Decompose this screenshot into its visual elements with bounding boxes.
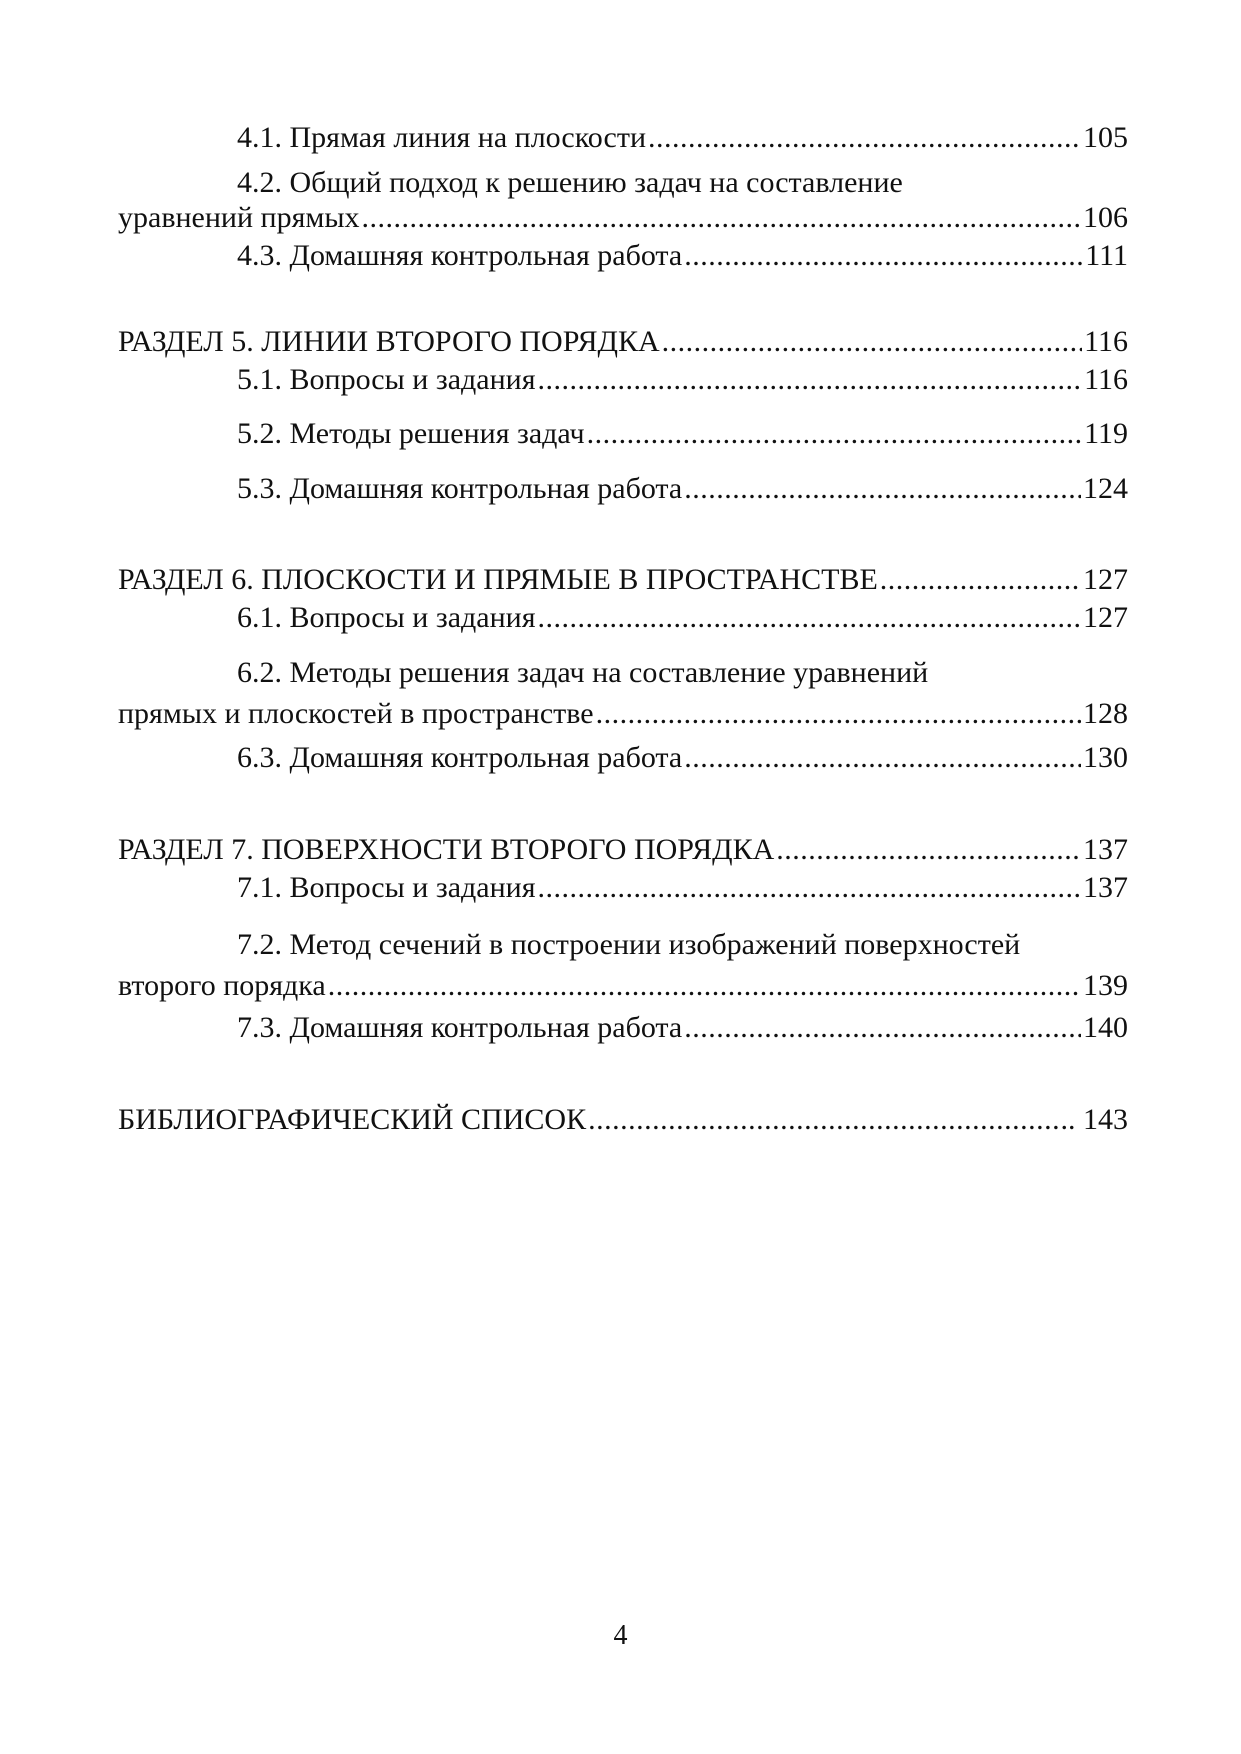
dot-leader — [362, 198, 1081, 238]
dot-leader — [684, 236, 1083, 276]
dot-leader — [684, 1008, 1081, 1048]
toc-entry-page: 137 — [1083, 833, 1128, 866]
dot-leader — [880, 560, 1081, 600]
toc-entry-6-2 — [118, 694, 1128, 734]
toc-bibliography — [118, 1100, 1128, 1140]
dot-leader — [538, 868, 1082, 908]
toc-entry-title: второго порядка — [118, 969, 326, 1002]
dot-leader — [587, 414, 1082, 454]
toc-entry-5-2 — [237, 414, 1128, 454]
toc-section-5 — [118, 322, 1128, 362]
toc-entry-page: 105 — [1083, 121, 1128, 154]
toc-entry-5-3 — [237, 469, 1128, 509]
toc-entry-4-3 — [237, 236, 1128, 276]
toc-entry-page: 116 — [1084, 363, 1128, 396]
dot-leader — [684, 469, 1081, 509]
toc-entry-title: 5.1. Вопросы и задания — [237, 363, 536, 396]
toc-entry-page: 127 — [1083, 601, 1128, 634]
toc-entry-page: 124 — [1083, 472, 1128, 505]
toc-entry-page: 140 — [1083, 1011, 1128, 1044]
toc-entry-page: 116 — [1084, 325, 1128, 358]
toc-entry-7-3 — [237, 1008, 1128, 1048]
toc-section-7 — [118, 830, 1128, 870]
toc-entry-page: 119 — [1084, 417, 1128, 450]
dot-leader — [328, 966, 1081, 1006]
toc-entry-title: 6.3. Домашняя контрольная работа — [237, 741, 683, 774]
toc-entry-title: 5.2. Методы решения задач — [237, 417, 585, 450]
toc-entry-page: 128 — [1083, 697, 1128, 730]
toc-entry-title: 7.1. Вопросы и задания — [237, 871, 536, 904]
toc-entry-7-2-line1: 7.2. Метод сечений в построении изображений поверхностей — [237, 928, 1021, 961]
toc-entry-7-1 — [237, 868, 1128, 908]
toc-entry-6-2-line1: 6.2. Методы решения задач на составление уравнений — [237, 656, 929, 689]
dot-leader — [662, 322, 1082, 362]
page-number: 4 — [613, 1620, 628, 1651]
dot-leader — [596, 694, 1081, 734]
toc-entry-7-2 — [118, 966, 1128, 1006]
toc-entry-page: .. 143 — [1060, 1103, 1128, 1136]
toc-entry-4-2-line1: 4.2. Общий подход к решению задач на составление — [237, 166, 903, 199]
dot-leader — [776, 830, 1081, 870]
toc-entry-4-1 — [237, 118, 1128, 158]
toc-entry-5-1 — [237, 360, 1128, 400]
dot-leader — [684, 738, 1081, 778]
toc-section-title: РАЗДЕЛ 6. ПЛОСКОСТИ И ПРЯМЫЕ В ПРОСТРАНСТВЕ — [118, 563, 878, 596]
dot-leader — [538, 598, 1082, 638]
toc-entry-page: 139 — [1083, 969, 1128, 1002]
toc-entry-page: 137 — [1083, 871, 1128, 904]
toc-section-title: РАЗДЕЛ 5. ЛИНИИ ВТОРОГО ПОРЯДКА — [118, 325, 660, 358]
toc-section-title: РАЗДЕЛ 7. ПОВЕРХНОСТИ ВТОРОГО ПОРЯДКА — [118, 833, 775, 866]
toc-entry-page: 127 — [1083, 563, 1128, 596]
toc-entry-title: прямых и плоскостей в пространстве — [118, 697, 594, 730]
toc-entry-page: 106 — [1083, 201, 1128, 234]
toc-section-title: БИБЛИОГРАФИЧЕСКИЙ СПИСОК — [118, 1103, 587, 1136]
dot-leader — [588, 1100, 1058, 1140]
toc-section-6 — [118, 560, 1128, 600]
toc-entry-title: 7.3. Домашняя контрольная работа — [237, 1011, 683, 1044]
toc-entry-title: уравнений прямых — [118, 201, 360, 234]
toc-entry-6-3 — [237, 738, 1128, 778]
toc-entry-title: 6.1. Вопросы и задания — [237, 601, 536, 634]
toc-entry-page: 111 — [1085, 239, 1128, 272]
dot-leader — [648, 118, 1081, 158]
toc-entry-title: 4.1. Прямая линия на плоскости — [237, 121, 647, 154]
toc-entry-6-1 — [237, 598, 1128, 638]
toc-entry-4-2 — [118, 198, 1128, 238]
toc-entry-page: 130 — [1083, 741, 1128, 774]
dot-leader — [538, 360, 1083, 400]
toc-entry-title: 5.3. Домашняя контрольная работа — [237, 472, 683, 505]
toc-entry-title: 4.3. Домашняя контрольная работа — [237, 239, 683, 272]
